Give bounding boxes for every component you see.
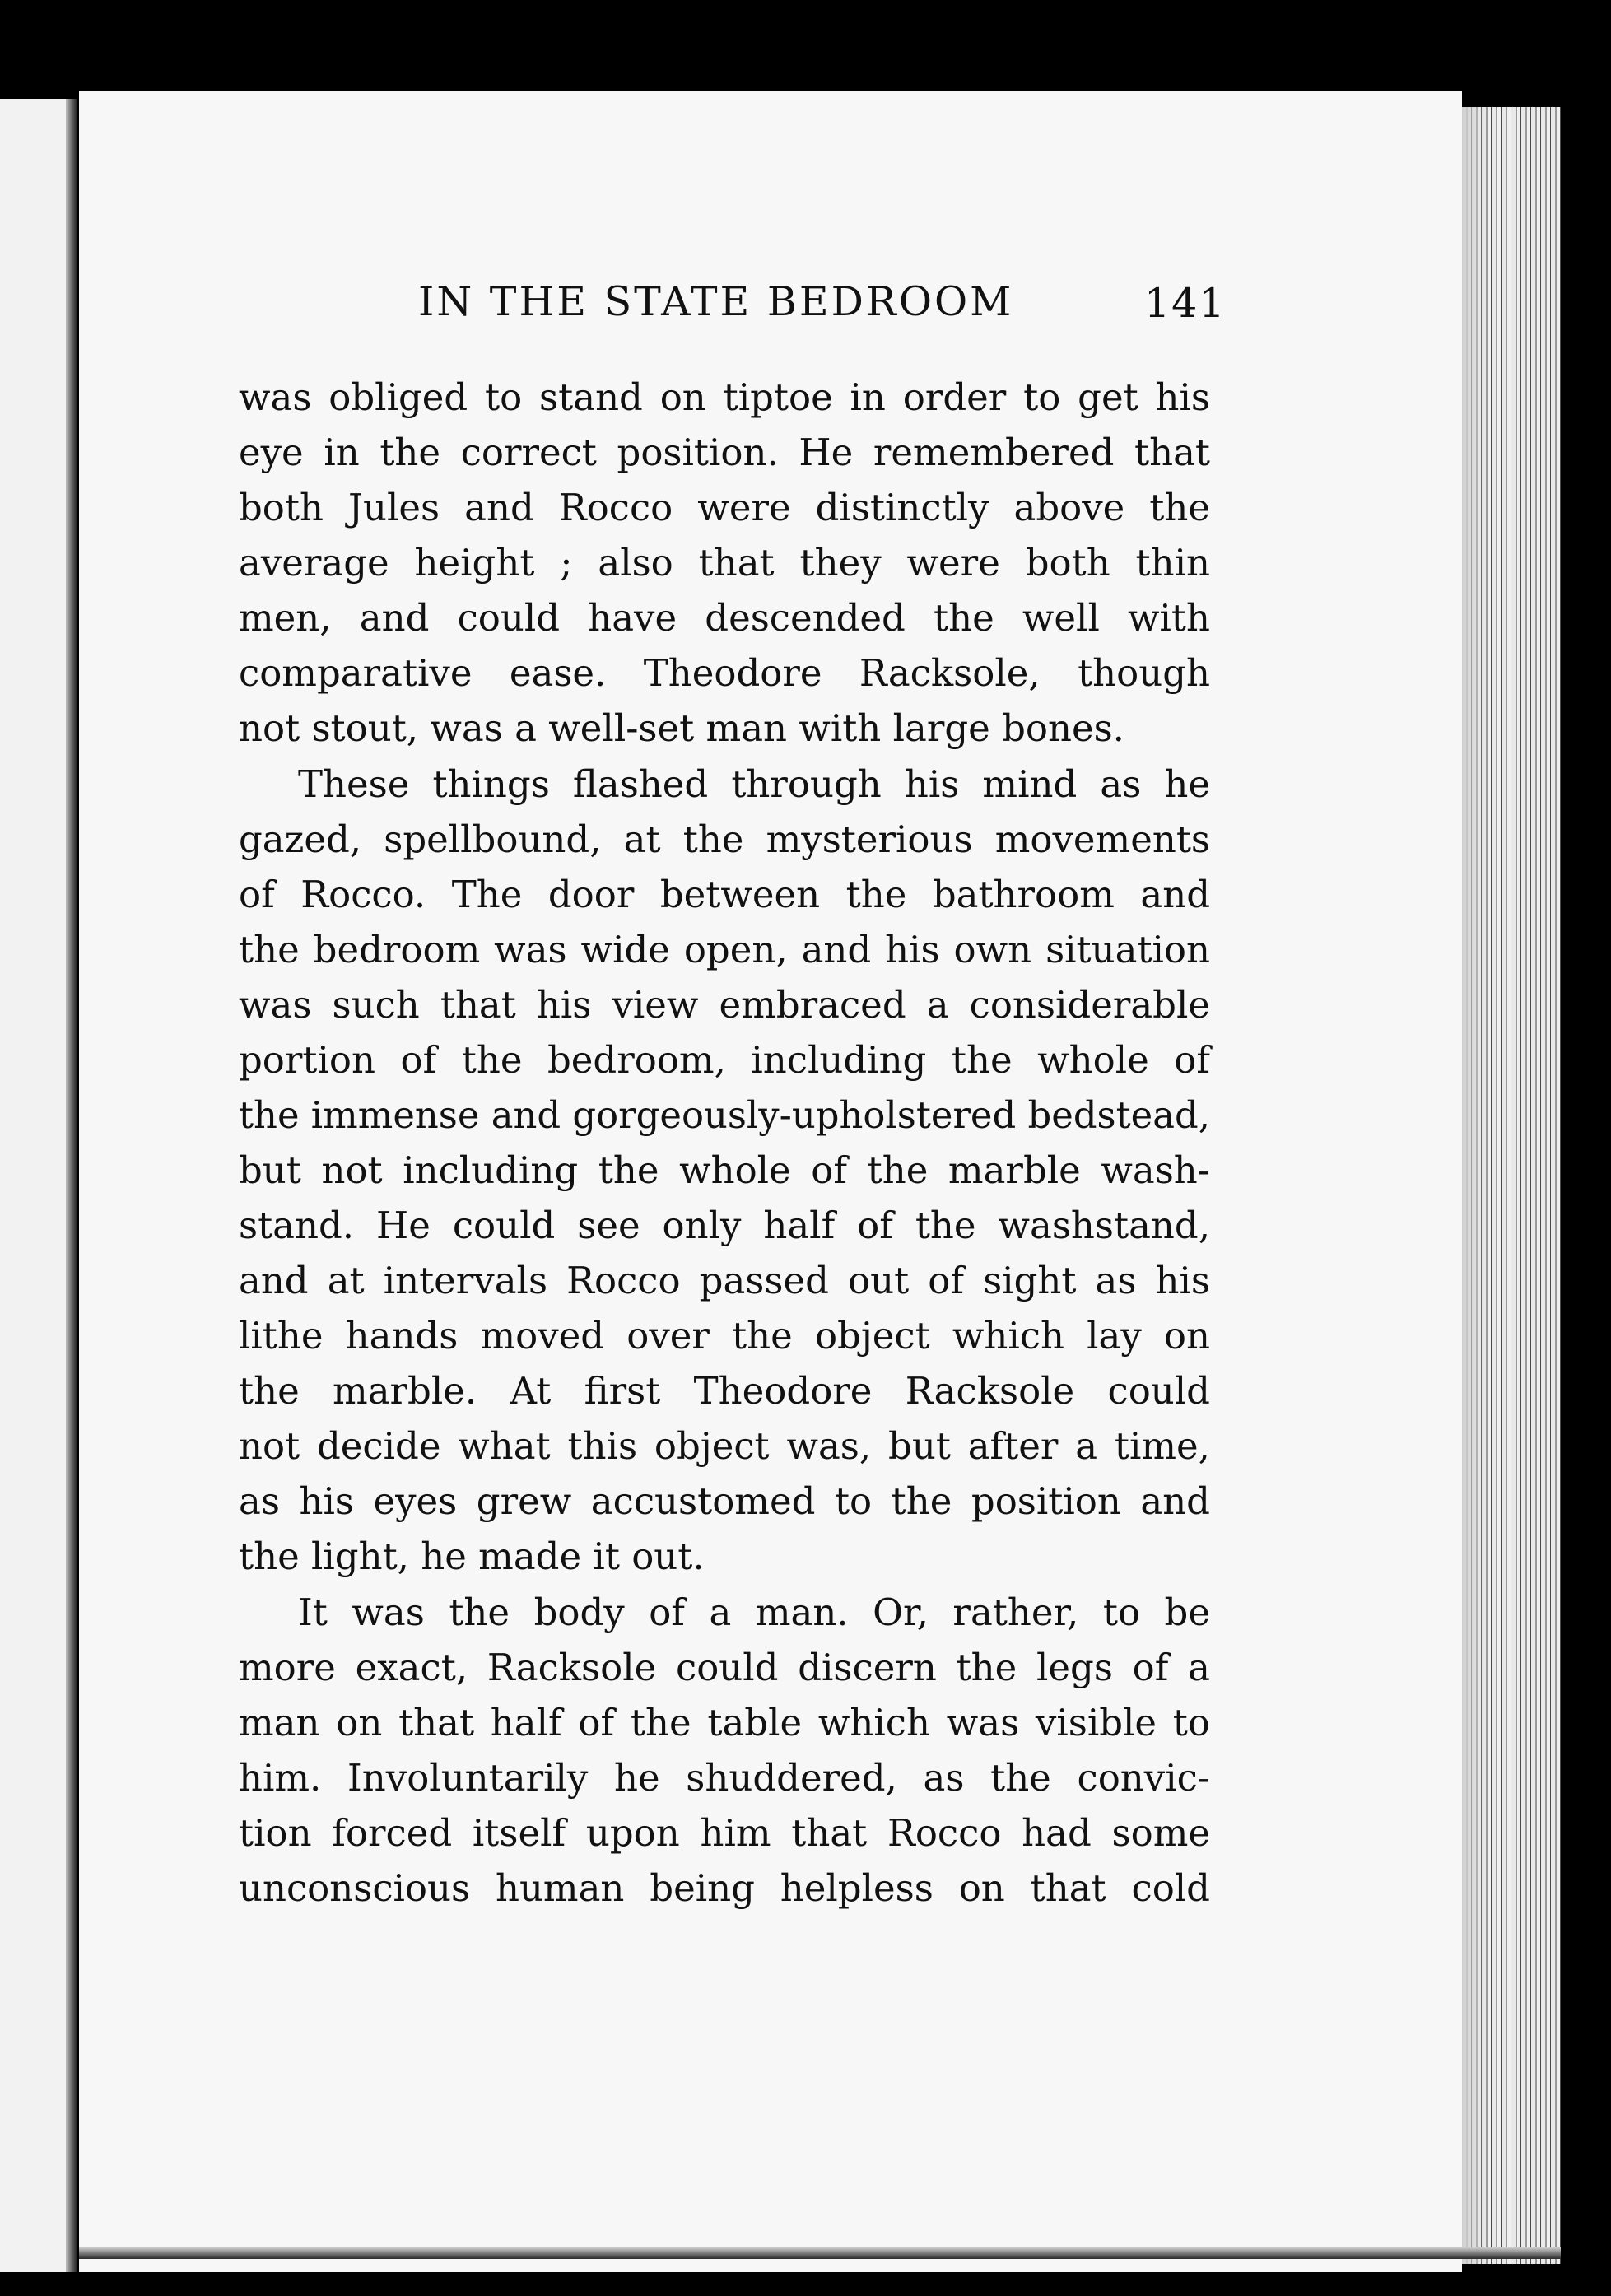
running-head: IN THE STATE BEDROOM (418, 278, 1014, 325)
text-line-14: the immense and gorgeously-upholstered bedstead, (239, 1093, 1210, 1137)
text-line-20: not decide what this object was, but after a time, (239, 1424, 1210, 1468)
previous-page-edge (0, 99, 76, 2272)
text-line-12: was such that his view embraced a considerable (239, 983, 1210, 1027)
page-bottom-edge (79, 2247, 1561, 2259)
text-line-9: gazed, spellbound, at the mysterious movements (239, 817, 1210, 861)
text-line-13: portion of the bedroom, including the whole of (239, 1038, 1210, 1082)
text-line-22: the light, he made it out. (239, 1535, 705, 1578)
text-line-5: men, and could have descended the well with (239, 596, 1210, 640)
gutter-shadow (66, 99, 77, 2272)
text-line-16: stand. He could see only half of the washstand, (239, 1204, 1210, 1247)
text-line-6: comparative ease. Theodore Racksole, though (239, 651, 1210, 695)
text-line-15: but not including the whole of the marble wash- (239, 1148, 1210, 1192)
text-line-23: It was the body of a man. Or, rather, to be (298, 1590, 1210, 1634)
text-line-27: tion forced itself upon him that Rocco had some (239, 1811, 1210, 1855)
text-line-25: man on that half of the table which was visible to (239, 1701, 1210, 1744)
text-line-24: more exact, Racksole could discern the legs of a (239, 1646, 1210, 1689)
text-line-3: both Jules and Rocco were distinctly above the (239, 486, 1210, 529)
text-line-17: and at intervals Rocco passed out of sight as his (239, 1259, 1210, 1302)
text-line-28: unconscious human being helpless on that cold (239, 1866, 1210, 1910)
text-line-4: average height ; also that they were both thin (239, 541, 1210, 584)
text-line-18: lithe hands moved over the object which lay on (239, 1314, 1210, 1358)
text-line-19: the marble. At first Theodore Racksole could (239, 1369, 1210, 1413)
text-line-7: not stout, was a well-set man with large bones. (239, 706, 1124, 750)
fore-edge-shade (1462, 107, 1487, 2264)
page-number: 141 (1144, 280, 1227, 327)
text-line-1: was obliged to stand on tiptoe in order to get his (239, 375, 1210, 419)
text-line-2: eye in the correct position. He remembered that (239, 431, 1210, 474)
text-line-21: as his eyes grew accustomed to the position and (239, 1479, 1210, 1523)
text-line-26: him. Involuntarily he shuddered, as the convic- (239, 1756, 1210, 1800)
text-line-11: the bedroom was wide open, and his own situation (239, 928, 1210, 971)
text-line-8: These things flashed through his mind as he (298, 762, 1210, 806)
text-line-10: of Rocco. The door between the bathroom and (239, 873, 1210, 916)
